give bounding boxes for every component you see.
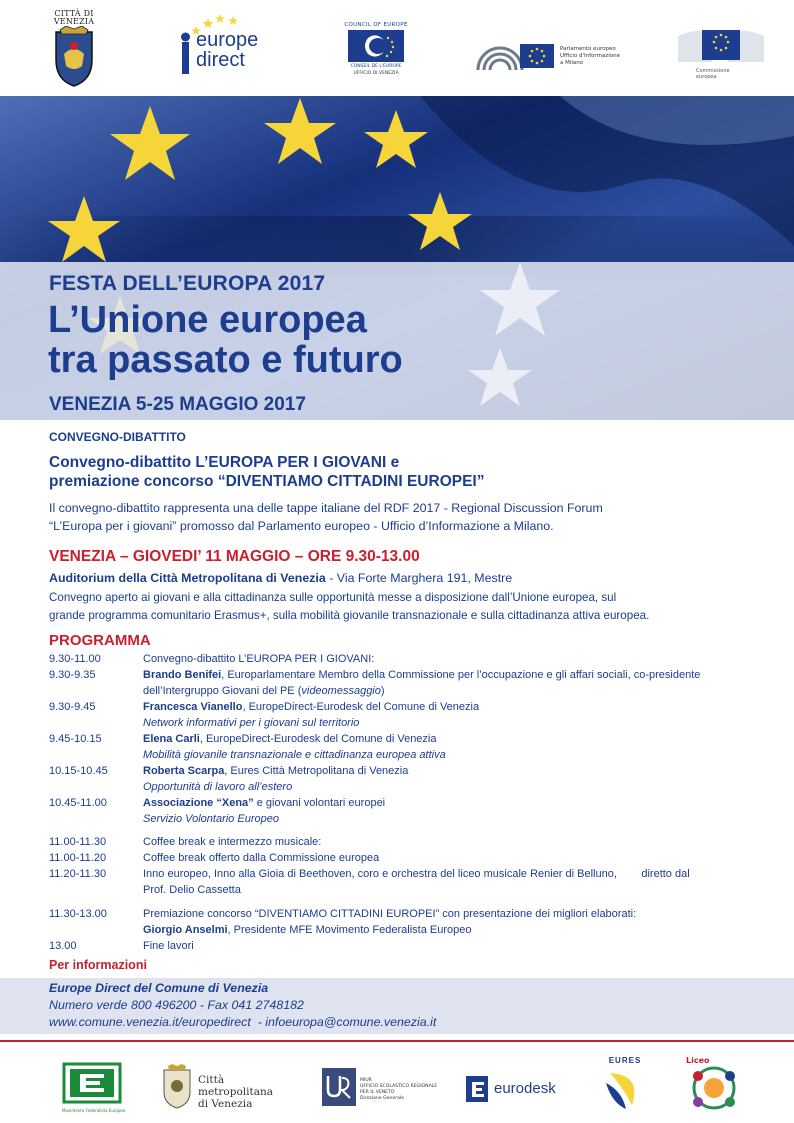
divider-line <box>0 1040 794 1042</box>
row-desc <box>143 866 753 898</box>
venue-address: - Via Forte Marghera 191, Mestre <box>325 571 513 585</box>
miur-line4: Direzione Generale <box>360 1096 405 1101</box>
info-contacts <box>49 980 436 1031</box>
eurodesk-wordmark: eurodesk <box>494 1080 556 1097</box>
event-dates: VENEZIA 5-25 MAGGIO 2017 <box>49 394 306 415</box>
miur-line1: MIUR <box>360 1078 372 1083</box>
coe-office-text: UFFICIO DI VENEZIA <box>353 71 399 76</box>
main-title-line1: L’Unione europea <box>48 299 367 341</box>
europe-word: europe <box>196 29 259 51</box>
ep-caption-line1: Parlamento europeo <box>560 46 616 52</box>
row-text: , EuropeDirect-Eurodesk del Comune di Venezia <box>199 733 437 745</box>
info-phone: Numero verde 800 496200 - Fax 041 2748182 <box>49 998 304 1012</box>
row-time: 10.15-10.45 <box>49 765 108 777</box>
council-of-europe-logo <box>340 22 412 80</box>
row-desc <box>143 834 753 850</box>
row-text: , Presidente MFE Movimento Federalista Europeo <box>227 924 472 936</box>
venue-name: Auditorium della Città Metropolitana di Venezia <box>49 571 326 585</box>
coe-top-text: COUNCIL OF EUROPE <box>344 22 408 28</box>
eurodesk-e-icon <box>466 1072 492 1104</box>
speaker-name: Brando Benifei <box>143 669 222 681</box>
row-text: dell’Intergruppo Giovani del PE ( <box>143 685 302 697</box>
row-desc <box>143 906 753 938</box>
row-text: ) <box>380 685 385 697</box>
liceo-wordmark: Liceo <box>686 1056 710 1065</box>
metropolitana-crest-icon <box>160 1064 194 1110</box>
metropolitana-caption <box>198 1074 300 1110</box>
convegno-title-line1: Convegno-dibattito L’EUROPA PER I GIOVANI e <box>49 454 400 471</box>
event-intro <box>49 589 649 625</box>
liceo-globe-icon <box>684 1056 744 1116</box>
row-desc <box>143 938 753 954</box>
venezia-logo-caption: CITTÀ DI VENEZIA <box>53 9 95 26</box>
row-time: 11.00-11.20 <box>49 852 107 864</box>
mfe-caption: Movimento Federalista Europeo <box>62 1108 126 1113</box>
row-text: Coffee break e intermezzo musicale: <box>143 836 322 848</box>
convegno-desc-line2: “L’Europa per i giovani” promosso dal Parlamento europeo - Ufficio d’Informazione a Milano. <box>49 519 554 533</box>
row-time: 11.20-11.30 <box>49 868 107 880</box>
citta-di-venezia-logo <box>50 10 98 90</box>
metropolitana-line1: Città metropolitana <box>198 1074 273 1098</box>
eurodesk-logo <box>466 1072 566 1106</box>
festa-europa-heading: FESTA DELL’EUROPA 2017 <box>49 272 326 295</box>
intro-line1: Convegno aperto ai giovani e alla cittadinanza sulle opportunità messe a disposizione dall’Unione europea, sul <box>49 591 617 604</box>
row-text: Coffee break offerto dalla Commissione europea <box>143 852 380 864</box>
ec-caption-line1: Commissione <box>696 68 730 74</box>
row-desc <box>143 699 753 731</box>
miur-line2: UFFICIO SCOLASTICO REGIONALE <box>360 1084 438 1089</box>
speaker-name: Francesca Vianello <box>143 701 243 713</box>
row-text: Prof. Delio Cassetta <box>143 884 241 896</box>
liceo-logo <box>684 1056 744 1116</box>
row-text: Fine lavori <box>143 940 194 952</box>
eures-wordmark: EURES <box>608 1056 642 1065</box>
main-title-line2: tra passato e futuro <box>48 339 403 381</box>
speaker-name: Roberta Scarpa <box>143 765 225 777</box>
row-text: , Eures Città Metropolitana di Venezia <box>224 765 409 777</box>
convegno-title-line2: premiazione concorso “DIVENTIAMO CITTADINI EUROPEI” <box>49 473 485 490</box>
row-italic: Opportunità di lavoro all’estero <box>143 781 293 793</box>
event-venue <box>49 571 512 585</box>
speaker-name: Elena Carli <box>143 733 200 745</box>
miur-caption <box>360 1078 437 1102</box>
row-time: 9.45-10.15 <box>49 733 102 745</box>
coe-flag-icon <box>348 30 404 62</box>
info-org: Europe Direct del Comune di Venezia <box>49 981 269 995</box>
mfe-logo <box>62 1062 126 1113</box>
row-desc <box>143 731 753 763</box>
row-text: , EuropeDirect-Eurodesk del Comune di Venezia <box>242 701 480 713</box>
row-text: Inno europeo, Inno alla Gioia di Beethoven, coro e orchestra del liceo musicale Renier di Belluno, diretto dal <box>143 868 690 880</box>
row-text: Premiazione concorso “DIVENTIAMO CITTADINI EUROPEI” con presentazione dei migliori elaborati: <box>143 908 637 920</box>
row-italic: Servizio Volontario Europeo <box>143 813 279 825</box>
row-desc <box>143 795 753 827</box>
commission-building-icon <box>676 22 766 66</box>
convegno-description <box>49 499 603 535</box>
row-time: 11.00-11.30 <box>49 836 107 848</box>
venezia-crest-icon <box>50 26 98 88</box>
event-datetime: VENEZIA – GIOVEDI’ 11 MAGGIO – ORE 9.30-13.00 <box>49 548 420 565</box>
coe-bottom-text: CONSEIL DE L'EUROPE <box>350 64 402 69</box>
ep-caption-line2: Ufficio d'Informazione <box>560 53 620 59</box>
ec-caption-line2: europea <box>696 74 717 80</box>
ec-caption <box>696 68 730 80</box>
europe-direct-wordmark <box>196 30 258 70</box>
row-time: 9.30-11.00 <box>49 653 101 665</box>
row-desc <box>143 850 753 866</box>
convegno-label: CONVEGNO-DIBATTITO <box>49 430 186 444</box>
ep-caption-line3: a Milano <box>560 60 584 66</box>
row-time: 10.45-11.00 <box>49 797 107 809</box>
programma-heading: PROGRAMMA <box>49 632 151 649</box>
parliament-hemicycle-icon <box>474 30 558 74</box>
row-italic: videomessaggio <box>301 685 381 697</box>
row-time: 9.30-9.45 <box>49 701 96 713</box>
row-time: 11.30-13.00 <box>49 908 107 920</box>
row-desc <box>143 763 753 795</box>
miur-logo <box>322 1068 452 1108</box>
row-italic: Network informativi per i giovani sul territorio <box>143 717 360 729</box>
info-web[interactable]: www.comune.venezia.it/europedirect - infoeuropa@comune.venezia.it <box>49 1015 437 1029</box>
miur-usr-icon <box>322 1068 356 1106</box>
european-commission-logo <box>676 22 766 84</box>
row-desc <box>143 651 753 667</box>
row-text: Convegno-dibattito L’EUROPA PER I GIOVANI: <box>143 653 375 665</box>
header-logos <box>0 0 794 96</box>
eures-logo <box>602 1056 648 1114</box>
metropolitana-line2: di Venezia <box>198 1098 253 1110</box>
row-desc <box>143 667 753 699</box>
eures-swoosh-icon <box>602 1065 648 1111</box>
row-time: 9.30-9.35 <box>49 669 96 681</box>
row-text: , Europarlamentare Membro della Commissione per l’occupazione e gli affari sociali, co-presidente <box>221 669 701 681</box>
speaker-name: Giorgio Anselmi <box>143 924 228 936</box>
europe-direct-logo <box>178 12 278 86</box>
european-parliament-logo <box>474 30 624 74</box>
miur-line3: PER IL VENETO <box>360 1090 395 1095</box>
citta-metropolitana-logo <box>160 1064 300 1114</box>
ep-caption <box>560 46 620 67</box>
row-time: 13.00 <box>49 940 77 952</box>
info-heading: Per informazioni <box>49 958 147 972</box>
speaker-name: Associazione “Xena” <box>143 797 254 809</box>
mfe-e-icon <box>62 1062 122 1104</box>
row-text: e giovani volontari europei <box>253 797 386 809</box>
row-italic: Mobilità giovanile transnazionale e cittadinanza europea attiva <box>143 749 446 761</box>
direct-word: direct <box>196 49 245 71</box>
intro-line2: grande programma comunitario Erasmus+, sulla mobilità giovanile transnazionale e sulla cittadinanza attiva europea. <box>49 609 650 622</box>
convegno-desc-line1: Il convegno-dibattito rappresenta una delle tappe italiane del RDF 2017 - Regional Discussion Forum <box>49 501 603 515</box>
footer-logos <box>0 1050 794 1120</box>
convegno-title <box>49 453 484 491</box>
